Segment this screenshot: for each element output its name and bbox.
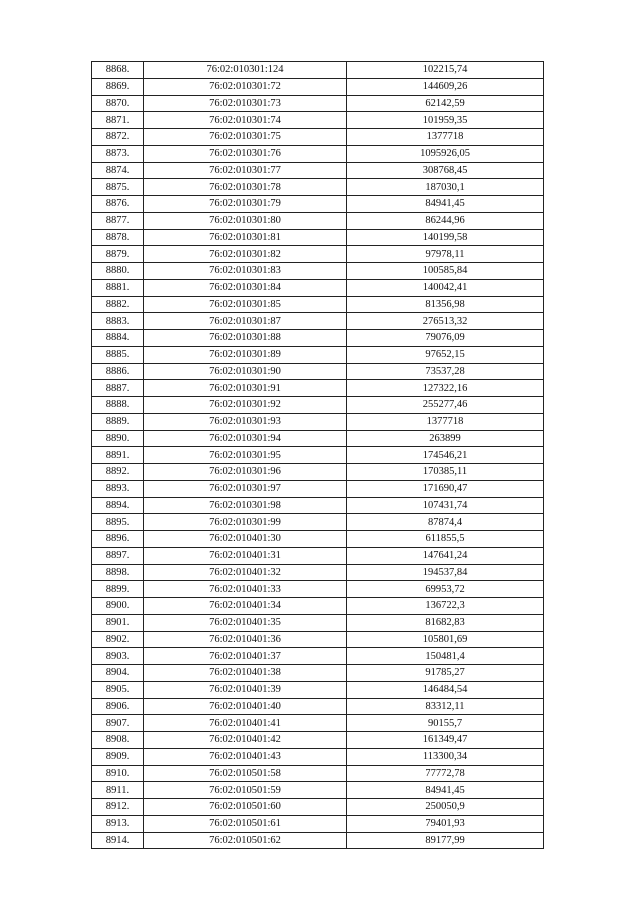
table-row bbox=[92, 464, 544, 481]
table-row bbox=[92, 698, 544, 715]
row-number-cell: 8889. bbox=[92, 413, 144, 430]
table-row bbox=[92, 765, 544, 782]
cadastral-value-cell: 77772,78 bbox=[347, 765, 544, 782]
table-row bbox=[92, 95, 544, 112]
row-number-cell: 8900. bbox=[92, 598, 144, 615]
table-row bbox=[92, 313, 544, 330]
cadastral-number-cell: 76:02:010301:85 bbox=[144, 296, 347, 313]
cadastral-value-cell: 97652,15 bbox=[347, 346, 544, 363]
cadastral-value-cell: 276513,32 bbox=[347, 313, 544, 330]
cadastral-value-cell: 170385,11 bbox=[347, 464, 544, 481]
row-number-cell: 8888. bbox=[92, 397, 144, 414]
cadastral-number-cell: 76:02:010301:81 bbox=[144, 229, 347, 246]
cadastral-value-cell: 127322,16 bbox=[347, 380, 544, 397]
table-row bbox=[92, 564, 544, 581]
table-row bbox=[92, 413, 544, 430]
table-row bbox=[92, 547, 544, 564]
cadastral-number-cell: 76:02:010401:30 bbox=[144, 531, 347, 548]
row-number-cell: 8906. bbox=[92, 698, 144, 715]
cadastral-value-table bbox=[91, 61, 544, 849]
row-number-cell: 8904. bbox=[92, 665, 144, 682]
row-number-cell: 8903. bbox=[92, 648, 144, 665]
row-number-cell: 8896. bbox=[92, 531, 144, 548]
table-row bbox=[92, 447, 544, 464]
cadastral-value-cell: 144609,26 bbox=[347, 78, 544, 95]
table-row bbox=[92, 782, 544, 799]
table-row bbox=[92, 145, 544, 162]
table-row bbox=[92, 799, 544, 816]
table-row bbox=[92, 681, 544, 698]
table-row bbox=[92, 62, 544, 79]
table-body bbox=[92, 62, 544, 849]
cadastral-value-cell: 171690,47 bbox=[347, 480, 544, 497]
cadastral-value-cell: 1377718 bbox=[347, 129, 544, 146]
cadastral-value-cell: 84941,45 bbox=[347, 782, 544, 799]
cadastral-number-cell: 76:02:010401:40 bbox=[144, 698, 347, 715]
cadastral-value-cell: 107431,74 bbox=[347, 497, 544, 514]
cadastral-value-cell: 150481,4 bbox=[347, 648, 544, 665]
table-row bbox=[92, 380, 544, 397]
cadastral-value-cell: 161349,47 bbox=[347, 732, 544, 749]
cadastral-value-cell: 146484,54 bbox=[347, 681, 544, 698]
cadastral-number-cell: 76:02:010301:73 bbox=[144, 95, 347, 112]
row-number-cell: 8874. bbox=[92, 162, 144, 179]
row-number-cell: 8879. bbox=[92, 246, 144, 263]
row-number-cell: 8870. bbox=[92, 95, 144, 112]
cadastral-number-cell: 76:02:010301:76 bbox=[144, 145, 347, 162]
row-number-cell: 8908. bbox=[92, 732, 144, 749]
row-number-cell: 8909. bbox=[92, 748, 144, 765]
table-row bbox=[92, 263, 544, 280]
row-number-cell: 8910. bbox=[92, 765, 144, 782]
cadastral-value-cell: 84941,45 bbox=[347, 196, 544, 213]
row-number-cell: 8871. bbox=[92, 112, 144, 129]
cadastral-value-cell: 62142,59 bbox=[347, 95, 544, 112]
table-row bbox=[92, 397, 544, 414]
table-row bbox=[92, 212, 544, 229]
row-number-cell: 8881. bbox=[92, 279, 144, 296]
table-row bbox=[92, 112, 544, 129]
table-row bbox=[92, 514, 544, 531]
cadastral-value-cell: 1095926,05 bbox=[347, 145, 544, 162]
cadastral-value-cell: 611855,5 bbox=[347, 531, 544, 548]
cadastral-value-cell: 105801,69 bbox=[347, 631, 544, 648]
cadastral-number-cell: 76:02:010401:43 bbox=[144, 748, 347, 765]
table-row bbox=[92, 162, 544, 179]
cadastral-number-cell: 76:02:010301:99 bbox=[144, 514, 347, 531]
row-number-cell: 8884. bbox=[92, 330, 144, 347]
row-number-cell: 8892. bbox=[92, 464, 144, 481]
row-number-cell: 8901. bbox=[92, 614, 144, 631]
cadastral-number-cell: 76:02:010401:33 bbox=[144, 581, 347, 598]
cadastral-value-cell: 1377718 bbox=[347, 413, 544, 430]
cadastral-value-cell: 113300,34 bbox=[347, 748, 544, 765]
cadastral-number-cell: 76:02:010501:62 bbox=[144, 832, 347, 849]
cadastral-number-cell: 76:02:010401:42 bbox=[144, 732, 347, 749]
cadastral-number-cell: 76:02:010501:58 bbox=[144, 765, 347, 782]
table-row bbox=[92, 732, 544, 749]
cadastral-value-cell: 250050,9 bbox=[347, 799, 544, 816]
cadastral-number-cell: 76:02:010401:36 bbox=[144, 631, 347, 648]
cadastral-number-cell: 76:02:010301:82 bbox=[144, 246, 347, 263]
row-number-cell: 8902. bbox=[92, 631, 144, 648]
cadastral-value-cell: 81682,83 bbox=[347, 614, 544, 631]
cadastral-number-cell: 76:02:010301:88 bbox=[144, 330, 347, 347]
cadastral-number-cell: 76:02:010301:95 bbox=[144, 447, 347, 464]
cadastral-number-cell: 76:02:010301:84 bbox=[144, 279, 347, 296]
cadastral-value-cell: 101959,35 bbox=[347, 112, 544, 129]
table-row bbox=[92, 346, 544, 363]
cadastral-number-cell: 76:02:010401:34 bbox=[144, 598, 347, 615]
table-row bbox=[92, 78, 544, 95]
table-row bbox=[92, 363, 544, 380]
cadastral-number-cell: 76:02:010301:75 bbox=[144, 129, 347, 146]
row-number-cell: 8907. bbox=[92, 715, 144, 732]
cadastral-value-cell: 100585,84 bbox=[347, 263, 544, 280]
row-number-cell: 8895. bbox=[92, 514, 144, 531]
cadastral-value-cell: 136722,3 bbox=[347, 598, 544, 615]
cadastral-number-cell: 76:02:010301:74 bbox=[144, 112, 347, 129]
cadastral-number-cell: 76:02:010401:41 bbox=[144, 715, 347, 732]
row-number-cell: 8868. bbox=[92, 62, 144, 79]
table-row bbox=[92, 480, 544, 497]
cadastral-value-cell: 79401,93 bbox=[347, 815, 544, 832]
cadastral-value-cell: 89177,99 bbox=[347, 832, 544, 849]
cadastral-value-cell: 174546,21 bbox=[347, 447, 544, 464]
cadastral-value-cell: 79076,09 bbox=[347, 330, 544, 347]
table-row bbox=[92, 330, 544, 347]
cadastral-number-cell: 76:02:010401:31 bbox=[144, 547, 347, 564]
cadastral-number-cell: 76:02:010401:35 bbox=[144, 614, 347, 631]
table-row bbox=[92, 581, 544, 598]
cadastral-value-cell: 90155,7 bbox=[347, 715, 544, 732]
table-row bbox=[92, 631, 544, 648]
cadastral-number-cell: 76:02:010301:77 bbox=[144, 162, 347, 179]
cadastral-number-cell: 76:02:010301:89 bbox=[144, 346, 347, 363]
row-number-cell: 8882. bbox=[92, 296, 144, 313]
table-row bbox=[92, 296, 544, 313]
table-row bbox=[92, 648, 544, 665]
table-row bbox=[92, 531, 544, 548]
table-row bbox=[92, 229, 544, 246]
cadastral-value-cell: 187030,1 bbox=[347, 179, 544, 196]
cadastral-value-cell: 81356,98 bbox=[347, 296, 544, 313]
cadastral-value-cell: 194537,84 bbox=[347, 564, 544, 581]
table-row bbox=[92, 815, 544, 832]
table-row bbox=[92, 614, 544, 631]
row-number-cell: 8905. bbox=[92, 681, 144, 698]
cadastral-number-cell: 76:02:010301:91 bbox=[144, 380, 347, 397]
table-row bbox=[92, 196, 544, 213]
table-row bbox=[92, 748, 544, 765]
cadastral-number-cell: 76:02:010301:97 bbox=[144, 480, 347, 497]
cadastral-number-cell: 76:02:010301:124 bbox=[144, 62, 347, 79]
row-number-cell: 8883. bbox=[92, 313, 144, 330]
cadastral-number-cell: 76:02:010301:72 bbox=[144, 78, 347, 95]
cadastral-number-cell: 76:02:010501:60 bbox=[144, 799, 347, 816]
cadastral-number-cell: 76:02:010301:83 bbox=[144, 263, 347, 280]
row-number-cell: 8877. bbox=[92, 212, 144, 229]
cadastral-number-cell: 76:02:010501:59 bbox=[144, 782, 347, 799]
row-number-cell: 8886. bbox=[92, 363, 144, 380]
row-number-cell: 8873. bbox=[92, 145, 144, 162]
cadastral-value-cell: 86244,96 bbox=[347, 212, 544, 229]
cadastral-value-cell: 140199,58 bbox=[347, 229, 544, 246]
cadastral-number-cell: 76:02:010301:79 bbox=[144, 196, 347, 213]
cadastral-value-cell: 69953,72 bbox=[347, 581, 544, 598]
cadastral-value-cell: 255277,46 bbox=[347, 397, 544, 414]
table-row bbox=[92, 430, 544, 447]
row-number-cell: 8887. bbox=[92, 380, 144, 397]
table-row bbox=[92, 246, 544, 263]
cadastral-value-cell: 263899 bbox=[347, 430, 544, 447]
row-number-cell: 8914. bbox=[92, 832, 144, 849]
cadastral-value-cell: 147641,24 bbox=[347, 547, 544, 564]
cadastral-value-cell: 73537,28 bbox=[347, 363, 544, 380]
cadastral-number-cell: 76:02:010301:94 bbox=[144, 430, 347, 447]
row-number-cell: 8872. bbox=[92, 129, 144, 146]
cadastral-number-cell: 76:02:010301:93 bbox=[144, 413, 347, 430]
cadastral-number-cell: 76:02:010401:38 bbox=[144, 665, 347, 682]
row-number-cell: 8911. bbox=[92, 782, 144, 799]
row-number-cell: 8876. bbox=[92, 196, 144, 213]
row-number-cell: 8891. bbox=[92, 447, 144, 464]
cadastral-value-cell: 87874,4 bbox=[347, 514, 544, 531]
row-number-cell: 8898. bbox=[92, 564, 144, 581]
row-number-cell: 8913. bbox=[92, 815, 144, 832]
table-row bbox=[92, 279, 544, 296]
cadastral-value-cell: 140042,41 bbox=[347, 279, 544, 296]
cadastral-number-cell: 76:02:010401:39 bbox=[144, 681, 347, 698]
row-number-cell: 8885. bbox=[92, 346, 144, 363]
cadastral-value-cell: 91785,27 bbox=[347, 665, 544, 682]
row-number-cell: 8912. bbox=[92, 799, 144, 816]
cadastral-number-cell: 76:02:010401:32 bbox=[144, 564, 347, 581]
cadastral-number-cell: 76:02:010301:80 bbox=[144, 212, 347, 229]
row-number-cell: 8899. bbox=[92, 581, 144, 598]
table-row bbox=[92, 665, 544, 682]
cadastral-number-cell: 76:02:010301:78 bbox=[144, 179, 347, 196]
table-row bbox=[92, 598, 544, 615]
row-number-cell: 8880. bbox=[92, 263, 144, 280]
cadastral-number-cell: 76:02:010401:37 bbox=[144, 648, 347, 665]
document-page bbox=[91, 61, 543, 849]
cadastral-value-cell: 308768,45 bbox=[347, 162, 544, 179]
cadastral-number-cell: 76:02:010301:98 bbox=[144, 497, 347, 514]
table-row bbox=[92, 497, 544, 514]
row-number-cell: 8875. bbox=[92, 179, 144, 196]
cadastral-number-cell: 76:02:010301:92 bbox=[144, 397, 347, 414]
cadastral-value-cell: 102215,74 bbox=[347, 62, 544, 79]
row-number-cell: 8893. bbox=[92, 480, 144, 497]
row-number-cell: 8897. bbox=[92, 547, 144, 564]
cadastral-number-cell: 76:02:010301:96 bbox=[144, 464, 347, 481]
cadastral-value-cell: 97978,11 bbox=[347, 246, 544, 263]
table-row bbox=[92, 179, 544, 196]
table-row bbox=[92, 832, 544, 849]
cadastral-number-cell: 76:02:010301:90 bbox=[144, 363, 347, 380]
table-row bbox=[92, 129, 544, 146]
row-number-cell: 8878. bbox=[92, 229, 144, 246]
row-number-cell: 8869. bbox=[92, 78, 144, 95]
cadastral-number-cell: 76:02:010501:61 bbox=[144, 815, 347, 832]
table-row bbox=[92, 715, 544, 732]
row-number-cell: 8890. bbox=[92, 430, 144, 447]
row-number-cell: 8894. bbox=[92, 497, 144, 514]
cadastral-number-cell: 76:02:010301:87 bbox=[144, 313, 347, 330]
cadastral-value-cell: 83312,11 bbox=[347, 698, 544, 715]
